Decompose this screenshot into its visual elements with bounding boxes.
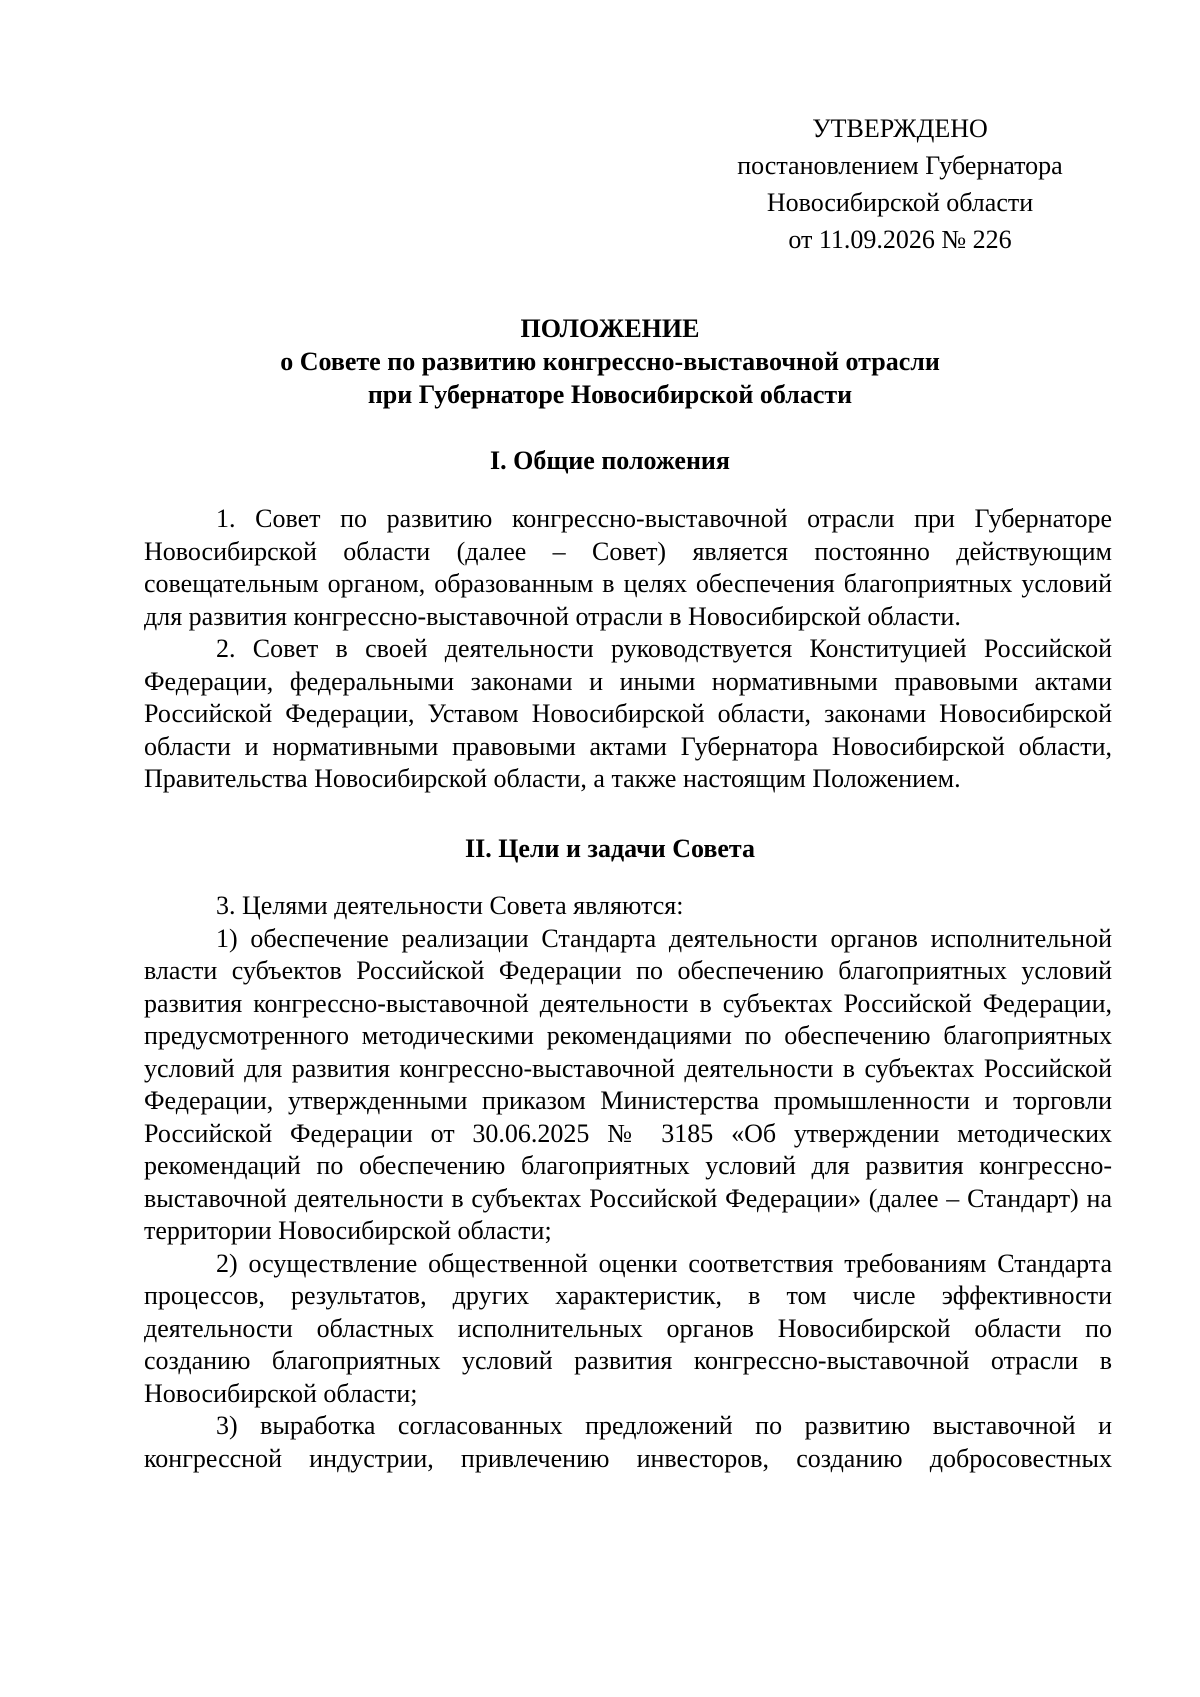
paragraph-3: 3. Целями деятельности Совета являются: bbox=[216, 891, 684, 920]
section-1-heading: I. Общие положения bbox=[490, 446, 730, 475]
section-1-body bbox=[144, 503, 1112, 796]
document-title bbox=[120, 312, 1100, 411]
title-line-1: ПОЛОЖЕНИЕ bbox=[520, 314, 700, 343]
list-item-3: 3) выработка согласованных предложений по развитию выставочной и конгрессной индустрии, привлечению инвесторов, созданию добросовестных bbox=[144, 1411, 1112, 1473]
approval-decree-line: постановлением Губернатора bbox=[737, 151, 1063, 180]
title-line-2: о Совете по развитию конгрессно-выставочной отрасли bbox=[280, 347, 940, 376]
section-2-body bbox=[144, 890, 1112, 1475]
list-item-2: 2) осуществление общественной оценки соответствия требованиям Стандарта процессов, результатов, других характеристик, в том числе эффективности деятельности областных исполнительных органов Новосибирской области по созданию благоприятных условий развития конгрессно-выставочной отрасли в Новосибирской области; bbox=[144, 1248, 1112, 1408]
title-line-3: при Губернаторе Новосибирской области bbox=[367, 380, 853, 409]
paragraph-2: 2. Совет в своей деятельности руководствуется Конституцией Российской Федерации, федеральными законами и иными нормативными правовыми актами Российской Федерации, Уставом Новосибирской области, законами Новосибирской области и нормативными правовыми актами Губернатора Новосибирской области, Правительства Новосибирской области, а также настоящим Положением. bbox=[144, 634, 1112, 793]
approval-date-number: от 11.09.2026 № 226 bbox=[788, 225, 1012, 254]
approval-region-line: Новосибирской области bbox=[766, 188, 1034, 217]
list-item-1: 1) обеспечение реализации Стандарта деятельности органов исполнительной власти субъектов Российской Федерации по обеспечению благоприятных условий развития конгрессно-выставочной деятельности в субъектах Российской Федерации, предусмотренного методическими рекомендациями по обеспечению благоприятных условий для развития конгрессно-выставочной деятельности в субъектах Российской Федерации, утвержденными приказом Министерства промышленности и торговли Российской Федерации от 30.06.2025 № 3185 «Об утверждении методических рекомендаций по обеспечению благоприятных условий для развития конгрессно-выставочной деятельности в субъектах Российской Федерации» (далее – Стандарт) на территории Новосибирской области; bbox=[144, 923, 1112, 1245]
approval-stamp bbox=[700, 110, 1100, 258]
paragraph-1: 1. Совет по развитию конгрессно-выставочной отрасли при Губернаторе Новосибирской области (далее – Совет) является постоянно действующим совещательным органом, образованным в целях обеспечения благоприятных условий для развития конгрессно-выставочной отрасли в Новосибирской области. bbox=[144, 504, 1112, 631]
approval-title: УТВЕРЖДЕНО bbox=[812, 114, 988, 143]
section-2-heading: II. Цели и задачи Совета bbox=[464, 834, 756, 863]
